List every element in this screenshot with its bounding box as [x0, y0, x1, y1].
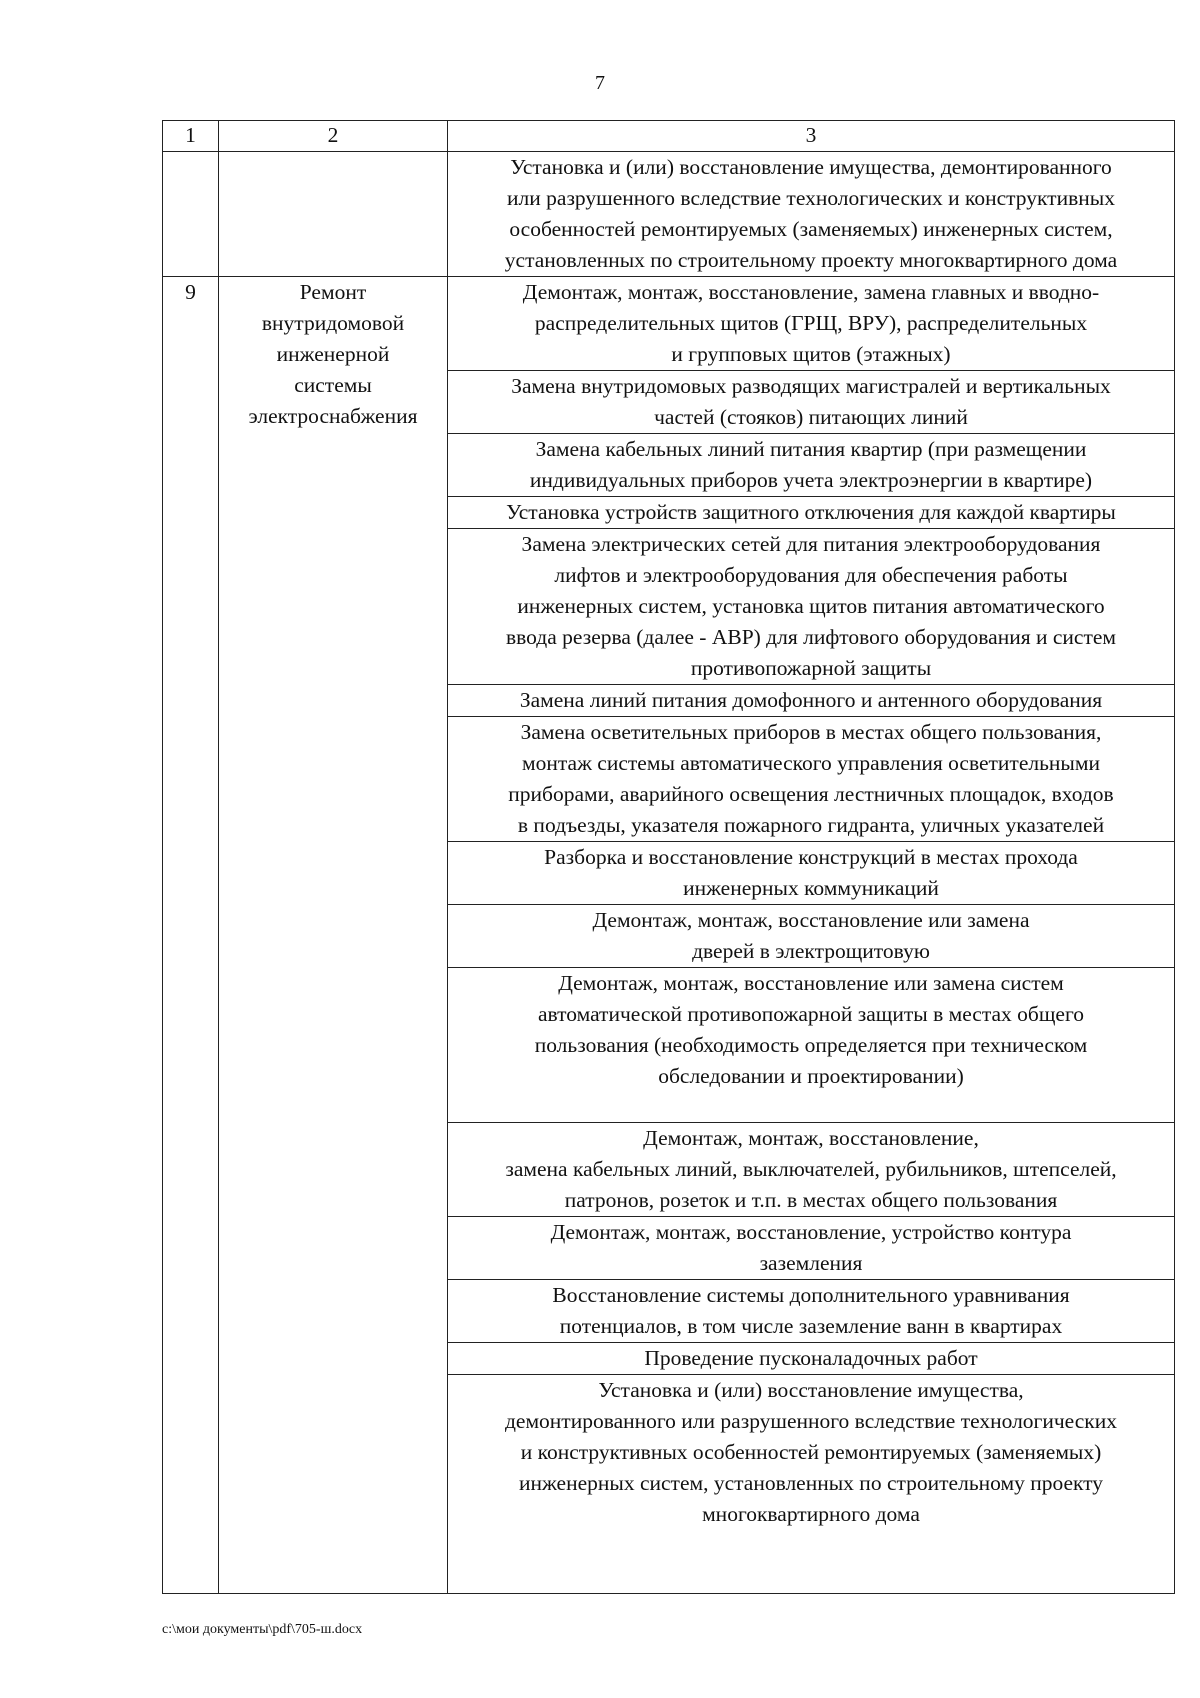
work-item: Разборка и восстановление конструкций в местах прохода инженерных коммуникаций [448, 842, 1175, 905]
row-title-cell [219, 152, 448, 277]
header-col-2: 2 [219, 121, 448, 152]
works-table [162, 120, 1175, 1594]
work-item: Замена кабельных линий питания квартир (при размещении индивидуальных приборов учета электроэнергии в квартире) [448, 434, 1175, 497]
work-item: Замена осветительных приборов в местах общего пользования, монтаж системы автоматического управления осветительными приборами, аварийного освещения лестничных площадок, входов в подъезды, указателя пожарного гидранта, уличных указателей [448, 717, 1175, 842]
work-item: Установка устройств защитного отключения для каждой квартиры [448, 497, 1175, 529]
table-row-continued [163, 152, 1175, 277]
work-item: Установка и (или) восстановление имущества, демонтированного или разрушенного вследствие технологических и конструктивных особенностей ремонтируемых (заменяемых) инженерных систем, установленных по строительному проекту многоквартирного дома [448, 1375, 1175, 1594]
work-item: Демонтаж, монтаж, восстановление или замена дверей в электрощитовую [448, 905, 1175, 968]
work-item: Демонтаж, монтаж, восстановление, устройство контура заземления [448, 1217, 1175, 1280]
work-item: Восстановление системы дополнительного уравнивания потенциалов, в том числе заземление ванн в квартирах [448, 1280, 1175, 1343]
page-number: 7 [595, 72, 605, 94]
table-row-9 [163, 277, 1175, 371]
header-col-1: 1 [163, 121, 219, 152]
file-path-footer: c:\мои документы\pdf\705-ш.docx [162, 1622, 363, 1637]
row-number-cell: 9 [163, 277, 219, 1594]
table-header-row [163, 121, 1175, 152]
work-item: Демонтаж, монтаж, восстановление или замена систем автоматической противопожарной защиты в местах общего пользования (необходимость определяется при техническом обследовании и проектировании) [448, 968, 1175, 1123]
work-item: Установка и (или) восстановление имущества, демонтированного или разрушенного вследствие технологических и конструктивных особенностей ремонтируемых (заменяемых) инженерных систем, установленных по строительному проекту многоквартирного дома [448, 152, 1175, 277]
work-item: Демонтаж, монтаж, восстановление, замена кабельных линий, выключателей, рубильников, штепселей, патронов, розеток и т.п. в местах общего пользования [448, 1123, 1175, 1217]
work-item: Проведение пусконаладочных работ [448, 1343, 1175, 1375]
header-col-3: 3 [448, 121, 1175, 152]
work-item: Замена электрических сетей для питания электрооборудования лифтов и электрооборудования для обеспечения работы инженерных систем, установка щитов питания автоматического ввода резерва (далее - АВР) для лифтового оборудования и систем противопожарной защиты [448, 529, 1175, 685]
work-item: Замена линий питания домофонного и антенного оборудования [448, 685, 1175, 717]
row-title-cell: Ремонт внутридомовой инженерной системы электроснабжения [219, 277, 448, 1594]
work-item: Замена внутридомовых разводящих магистралей и вертикальных частей (стояков) питающих линий [448, 371, 1175, 434]
row-number-cell [163, 152, 219, 277]
work-item: Демонтаж, монтаж, восстановление, замена главных и вводно- распределительных щитов (ГРЩ, ВРУ), распределительных и групповых щитов (этажных) [448, 277, 1175, 371]
